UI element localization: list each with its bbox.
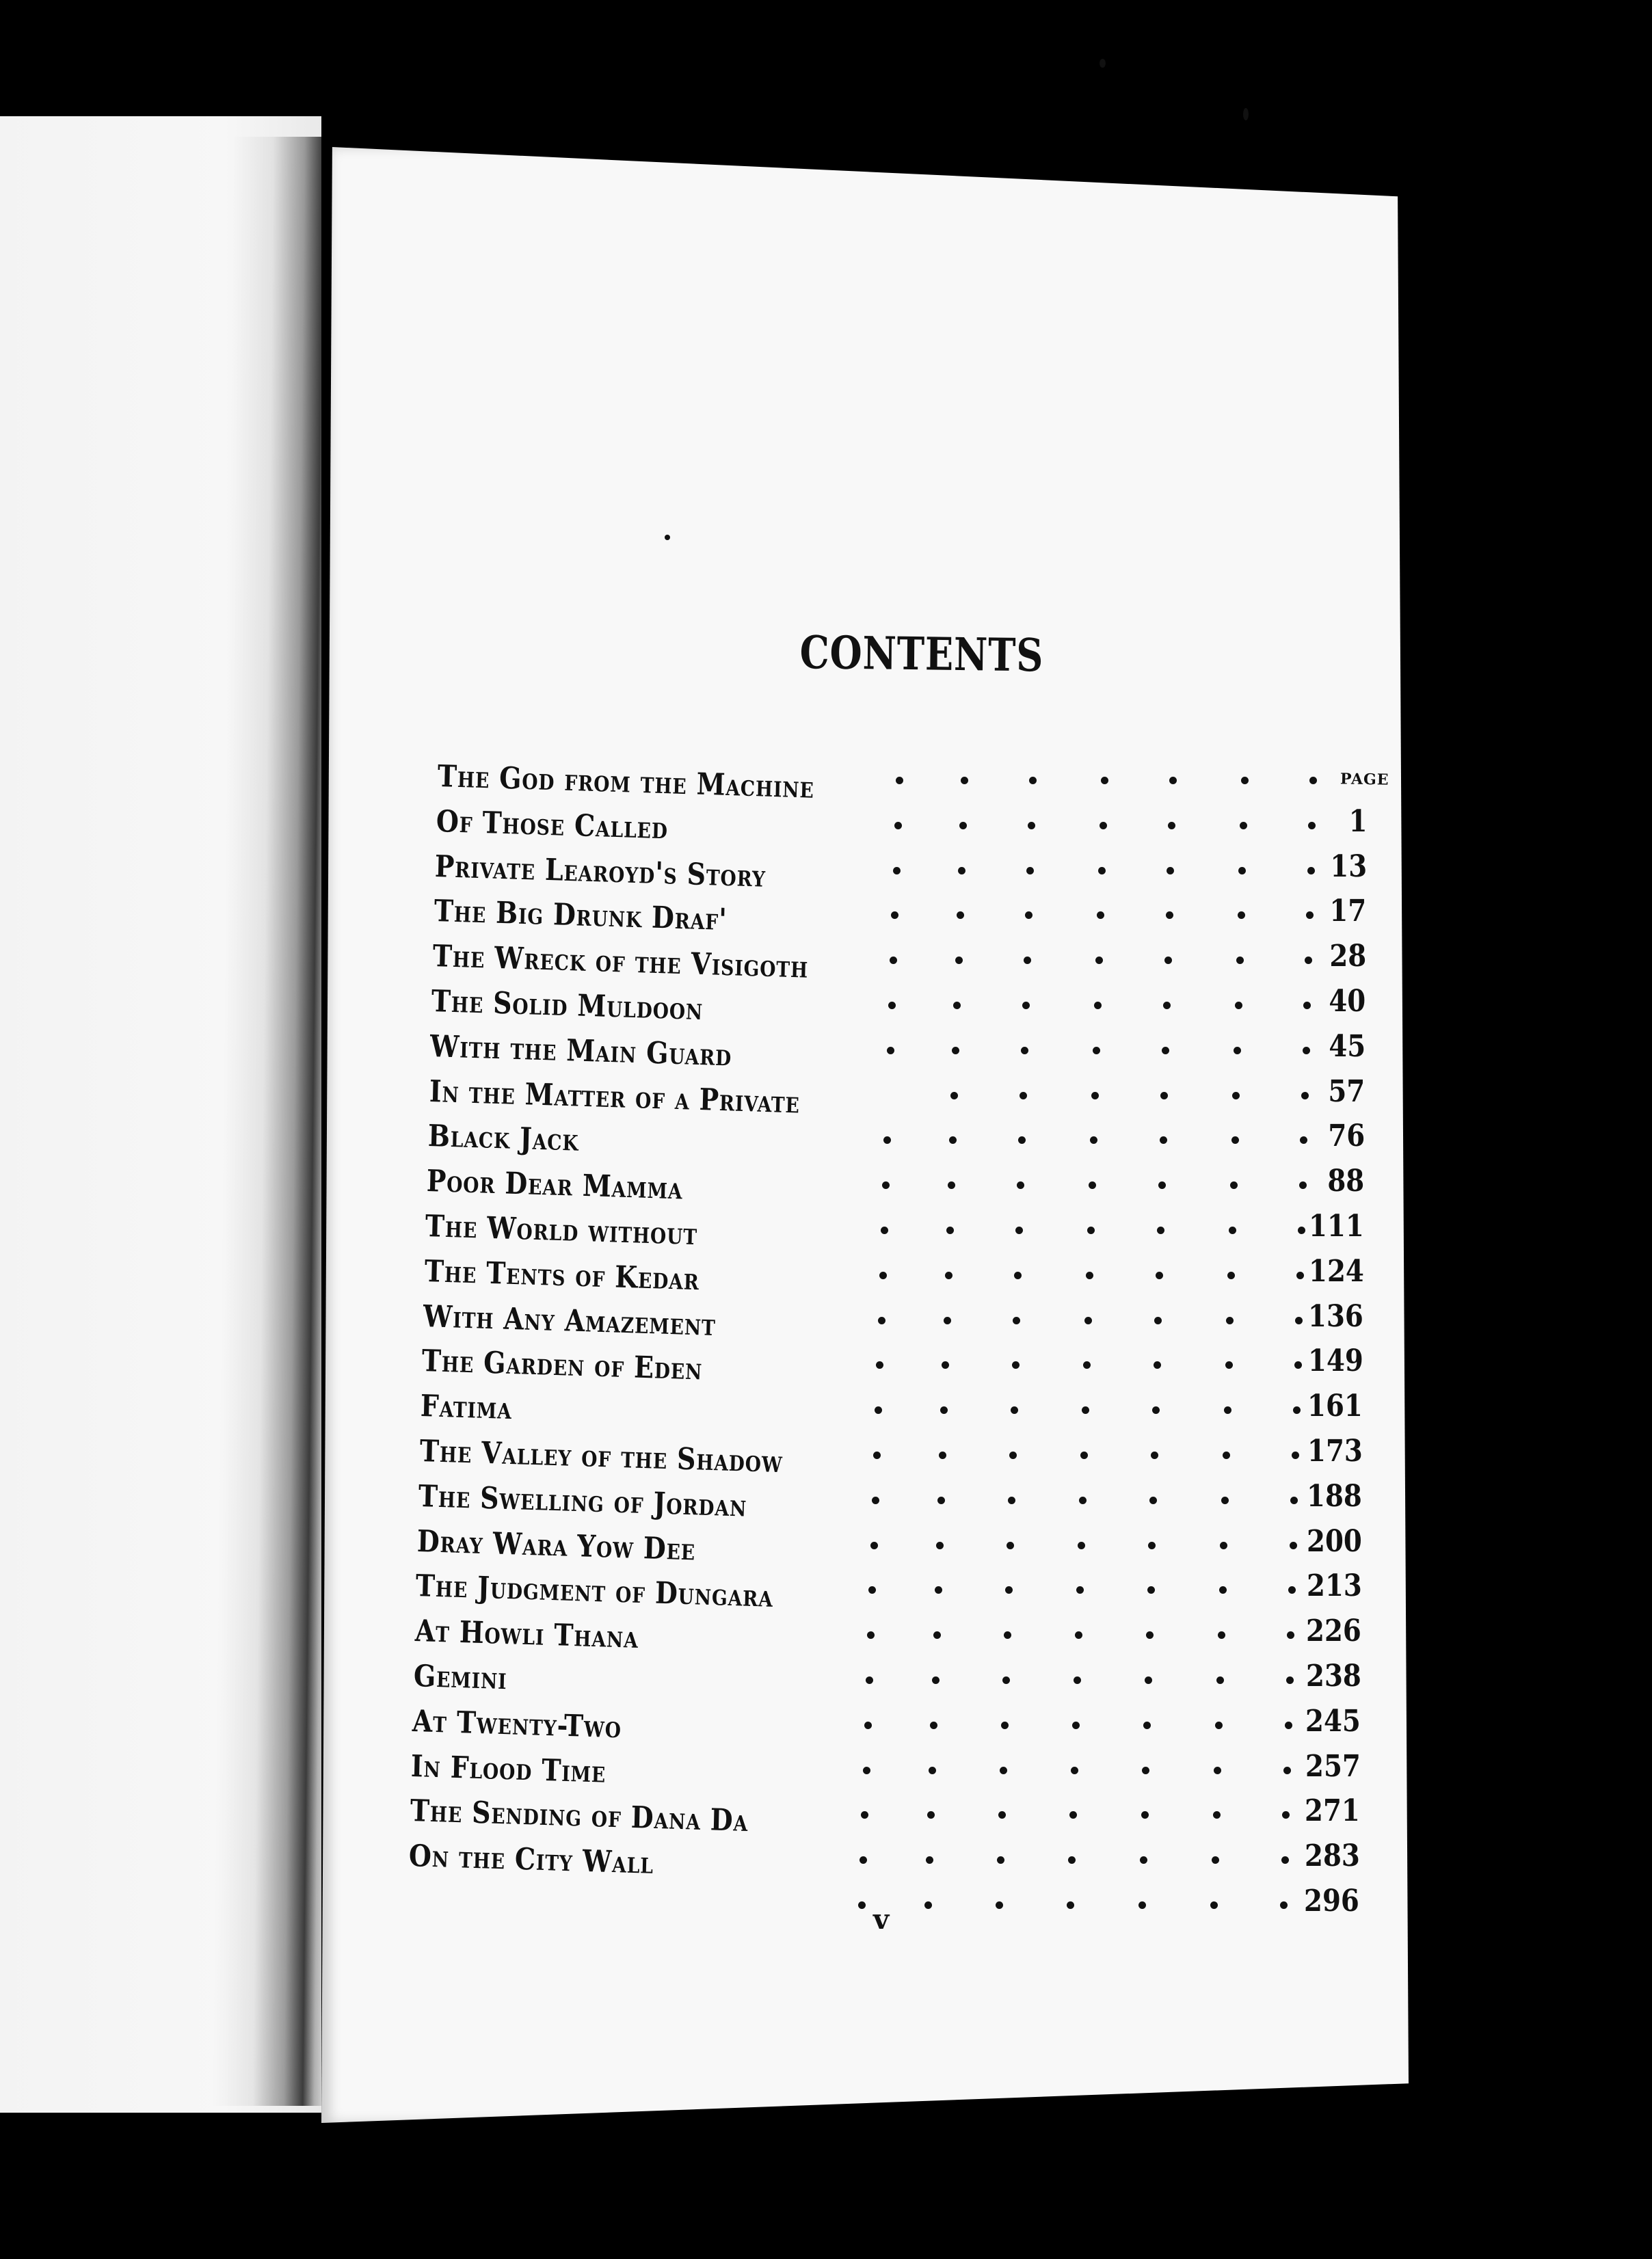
- leader-dot: [1148, 1542, 1156, 1549]
- leader-dot: [1224, 1406, 1231, 1414]
- leader-dot: [864, 1722, 872, 1729]
- leader-dot: [942, 1361, 949, 1369]
- leader-dot: [1084, 1317, 1092, 1324]
- leader-dot: [1214, 1767, 1221, 1774]
- leader-dot: [878, 1317, 885, 1324]
- leader-dot: [940, 1406, 948, 1414]
- leader-dot: [896, 777, 903, 784]
- leader-dot: [933, 1631, 941, 1639]
- leader-dot: [1029, 777, 1037, 784]
- leader-dot: [997, 1856, 1004, 1864]
- leader-dot: [1154, 1317, 1162, 1324]
- leader-dot: [887, 1047, 894, 1054]
- toc-entry: [0, 1704, 1652, 1746]
- toc-entry-page: 45: [1329, 1028, 1366, 1064]
- toc-entry-title: Fatima: [420, 1389, 513, 1427]
- leader-dot: [1292, 1452, 1299, 1459]
- leader-dot: [1295, 1317, 1303, 1324]
- leader-dot: [1009, 1452, 1017, 1459]
- leader-dot: [866, 1676, 873, 1684]
- leader-dot: [944, 1317, 951, 1324]
- toc-entry: [0, 1614, 1652, 1656]
- toc-entry-title: Dray Wara Yow Dee: [416, 1523, 696, 1567]
- leader-dot: [1100, 822, 1107, 829]
- leader-dot: [1300, 1136, 1307, 1144]
- toc-entry-title: At Howli Thana: [414, 1614, 639, 1656]
- toc-entry-title: Gemini: [413, 1659, 507, 1697]
- leader-dot: [1164, 957, 1172, 964]
- leader-dot: [1301, 1092, 1309, 1099]
- leader-dot: [1306, 911, 1314, 919]
- leader-dot: [1236, 957, 1244, 964]
- toc-entry: [0, 1299, 1652, 1341]
- leader-dot: [1026, 867, 1034, 874]
- leader-dot: [1089, 1181, 1096, 1189]
- toc-entry-title: The World without: [425, 1209, 698, 1253]
- leader-dot: [1168, 822, 1175, 829]
- toc-entry-title: The Tents of Kedar: [424, 1253, 700, 1298]
- leader-dot: [1008, 1497, 1015, 1504]
- toc-entry: [0, 1568, 1652, 1615]
- leader-dot: [1169, 777, 1177, 784]
- toc-entry-title: The Wreck of the Visigoth: [432, 939, 809, 985]
- toc-entry: [0, 1749, 1652, 1791]
- leader-dot: [870, 1542, 878, 1549]
- leader-dot: [1024, 957, 1031, 964]
- leader-dot: [1225, 1361, 1233, 1369]
- toc-entry-title: With Any Amazement: [423, 1298, 717, 1343]
- leader-dot: [894, 822, 902, 829]
- leader-dot: [936, 1542, 944, 1549]
- toc-entry-page: 173: [1307, 1434, 1363, 1469]
- leader-dot: [996, 1901, 1003, 1909]
- toc-entry-page: 213: [1306, 1568, 1362, 1604]
- toc-entry-page: 88: [1327, 1164, 1365, 1199]
- leader-dot: [888, 1002, 896, 1009]
- toc-entry-page: 296: [1304, 1884, 1359, 1919]
- leader-dot: [1004, 1631, 1011, 1639]
- leader-dot: [998, 1811, 1006, 1819]
- leader-dot: [1158, 1181, 1166, 1189]
- leader-dot: [950, 1092, 958, 1099]
- leader-dot: [1094, 1002, 1102, 1009]
- leader-dot: [1167, 867, 1174, 874]
- leader-dot: [1069, 1811, 1077, 1819]
- leader-dot: [959, 822, 967, 829]
- leader-dot: [1005, 1586, 1013, 1594]
- contents-heading: CONTENTS: [799, 626, 1044, 682]
- toc-entry: [0, 984, 1652, 1026]
- leader-dot: [1210, 1901, 1218, 1909]
- leader-dot: [873, 1452, 881, 1459]
- leader-dot: [1143, 1722, 1151, 1729]
- toc-entry-title: At Twenty-Two: [412, 1703, 622, 1746]
- leader-dot: [929, 1767, 936, 1774]
- leader-dot: [1072, 1722, 1080, 1729]
- leader-dot: [1285, 1722, 1292, 1729]
- leader-dot: [1219, 1586, 1227, 1594]
- leader-dot: [1218, 1631, 1225, 1639]
- toc-entry: [0, 1164, 1652, 1206]
- toc-entry: [0, 759, 1652, 805]
- leader-dot: [1235, 1002, 1242, 1009]
- leader-dot: [1286, 1676, 1294, 1684]
- leader-dot: [958, 867, 965, 874]
- toc-entry-title: The Big Drunk Draf': [434, 894, 728, 938]
- toc-entry-page: 271: [1305, 1793, 1360, 1829]
- leader-dot: [1220, 1542, 1227, 1549]
- leader-dot: [882, 1181, 890, 1189]
- leader-dot: [935, 1586, 942, 1594]
- leader-dot: [1299, 1181, 1307, 1189]
- leader-dot: [1298, 1227, 1305, 1234]
- toc-entry: [0, 1524, 1652, 1566]
- leader-dot: [1097, 911, 1104, 919]
- leader-dot: [1095, 957, 1103, 964]
- toc-entry-page: 28: [1329, 939, 1367, 974]
- leader-dot: [1147, 1586, 1155, 1594]
- leader-dot: [1011, 1406, 1018, 1414]
- dust-speck: [1243, 108, 1249, 120]
- toc-entry-page: 40: [1329, 984, 1366, 1019]
- toc-entry-page: 124: [1308, 1253, 1364, 1289]
- toc-entry: [0, 1254, 1652, 1296]
- toc-entry: [0, 1389, 1652, 1431]
- leader-dot: [927, 1811, 935, 1819]
- leader-dot: [1166, 911, 1173, 919]
- toc-entry-page: 136: [1308, 1298, 1364, 1334]
- leader-dot: [1280, 1901, 1288, 1909]
- leader-dot: [1017, 1181, 1024, 1189]
- toc-entry-page: 245: [1305, 1703, 1361, 1739]
- page-folio: v: [873, 1903, 890, 1936]
- toc-entry-page: 76: [1328, 1119, 1365, 1154]
- leader-dot: [1241, 777, 1249, 784]
- toc-entry-page: 188: [1307, 1478, 1363, 1514]
- leader-dot: [945, 1272, 952, 1279]
- leader-dot: [1226, 1317, 1234, 1324]
- leader-dot: [1238, 867, 1246, 874]
- toc-entry-title: Of Those Called: [436, 803, 669, 846]
- leader-dot: [1303, 1047, 1310, 1054]
- leader-dot: [1074, 1676, 1081, 1684]
- leader-dot: [1138, 1901, 1146, 1909]
- leader-dot: [1022, 1002, 1030, 1009]
- leader-dot: [1163, 1002, 1171, 1009]
- leader-dot: [1149, 1497, 1157, 1504]
- leader-dot: [1162, 1047, 1169, 1054]
- toc-entry: [0, 1793, 1652, 1839]
- leader-dot: [1145, 1676, 1152, 1684]
- leader-dot: [1083, 1361, 1091, 1369]
- leader-dot: [1001, 1722, 1009, 1729]
- leader-dot: [1230, 1181, 1238, 1189]
- leader-dot: [1281, 1856, 1289, 1864]
- leader-dot: [1282, 1811, 1290, 1819]
- leader-dot: [1067, 1901, 1074, 1909]
- leader-dot: [1068, 1856, 1076, 1864]
- leader-dot: [1014, 1272, 1022, 1279]
- toc-entry: [0, 849, 1652, 892]
- toc-entry-page: 111: [1309, 1209, 1365, 1244]
- leader-dot: [867, 1631, 875, 1639]
- toc-entry-title: The Garden of Eden: [421, 1344, 703, 1387]
- leader-dot: [863, 1767, 870, 1774]
- toc-entry-page: 17: [1329, 894, 1367, 929]
- leader-dot: [1307, 867, 1315, 874]
- toc-entry-title: The Sending of Dana Da: [409, 1793, 749, 1839]
- leader-dot: [1020, 1092, 1027, 1099]
- leader-dot: [1308, 822, 1316, 829]
- leader-dot: [1156, 1272, 1163, 1279]
- toc-entry: [0, 939, 1652, 985]
- leader-dot: [1238, 911, 1245, 919]
- leader-dot: [1287, 1631, 1294, 1639]
- leader-dot: [1007, 1542, 1014, 1549]
- leader-dot: [1157, 1227, 1164, 1234]
- leader-dot: [1229, 1227, 1236, 1234]
- leader-dot: [1216, 1676, 1224, 1684]
- leader-dot: [1080, 1452, 1088, 1459]
- leader-dot: [860, 1856, 867, 1864]
- toc-entry: [0, 804, 1652, 846]
- toc-entry-title: The Swelling of Jordan: [418, 1478, 747, 1524]
- leader-dot: [1296, 1272, 1304, 1279]
- leader-dot: [1075, 1631, 1082, 1639]
- toc-entry-title: The Judgment of Dungara: [415, 1568, 774, 1615]
- leader-dot: [883, 1136, 891, 1144]
- leader-dot: [1221, 1497, 1229, 1504]
- leader-dot: [1213, 1811, 1221, 1819]
- toc-entry-page: 283: [1304, 1839, 1360, 1874]
- leader-dot: [1146, 1631, 1154, 1639]
- leader-dot: [1305, 957, 1312, 964]
- leader-dot: [890, 957, 897, 964]
- leader-dot: [953, 1002, 961, 1009]
- leader-dot: [1160, 1136, 1167, 1144]
- dust-speck: [1100, 59, 1106, 68]
- toc-entry-page: 200: [1307, 1523, 1362, 1559]
- leader-dot: [876, 1361, 883, 1369]
- toc-entry-page: 161: [1307, 1389, 1363, 1424]
- leader-dot: [1079, 1497, 1087, 1504]
- leader-dot: [930, 1722, 937, 1729]
- toc-entry-title: The God from the Machine: [437, 759, 815, 805]
- leader-dot: [1090, 1136, 1097, 1144]
- leader-dot: [926, 1856, 933, 1864]
- leader-dot: [952, 1047, 959, 1054]
- leader-dot: [1093, 1047, 1100, 1054]
- toc-entry: [0, 1659, 1652, 1701]
- toc-entry: [0, 1073, 1652, 1121]
- toc-entry-title: With the Main Guard: [429, 1028, 733, 1073]
- leader-dot: [1002, 1676, 1010, 1684]
- leader-dot: [1021, 1047, 1028, 1054]
- leader-dot: [1215, 1722, 1223, 1729]
- leader-dot: [875, 1406, 882, 1414]
- leader-dot: [948, 1181, 955, 1189]
- leader-dot: [1000, 1767, 1007, 1774]
- toc-entry-title: In the Matter of a Private: [429, 1073, 800, 1121]
- toc-entry-page: 149: [1307, 1344, 1363, 1379]
- leader-dot: [1223, 1452, 1230, 1459]
- leader-dot: [1141, 1811, 1149, 1819]
- toc-entry-title: Black Jack: [427, 1119, 579, 1159]
- leader-dot: [1025, 911, 1032, 919]
- leader-dot: [1294, 1361, 1302, 1369]
- toc-entry: [0, 1839, 1652, 1881]
- leader-dot: [868, 1586, 876, 1594]
- leader-dot: [1160, 1092, 1168, 1099]
- toc-entry-title: The Valley of the Shadow: [419, 1434, 783, 1480]
- toc-entry: [0, 1209, 1652, 1251]
- page-column-label: PAGE: [1340, 770, 1389, 789]
- toc-entry-page: 238: [1305, 1659, 1361, 1694]
- leader-dot: [1240, 822, 1247, 829]
- leader-dot: [1078, 1542, 1085, 1549]
- leader-dot: [1018, 1136, 1026, 1144]
- leader-dot: [1152, 1406, 1160, 1414]
- leader-dot: [1071, 1767, 1078, 1774]
- leader-dot: [1151, 1452, 1158, 1459]
- leader-dot: [1154, 1361, 1161, 1369]
- leader-dot: [1082, 1406, 1089, 1414]
- leader-dot: [961, 777, 968, 784]
- toc-entry-page: 57: [1328, 1073, 1365, 1109]
- leader-dot: [957, 911, 964, 919]
- toc-entry: [0, 1434, 1652, 1480]
- leader-dot: [949, 1136, 957, 1144]
- leader-dot: [1013, 1317, 1020, 1324]
- leader-dot: [1028, 822, 1035, 829]
- toc-entry-page: 226: [1306, 1614, 1361, 1649]
- leader-dot: [861, 1811, 868, 1819]
- leader-dot: [939, 1452, 946, 1459]
- toc-entry: [0, 1478, 1652, 1524]
- toc-entry-title: On the City Wall: [408, 1839, 654, 1882]
- leader-dot: [1091, 1092, 1099, 1099]
- leader-dot: [1290, 1542, 1297, 1549]
- toc-entry-page: 1: [1348, 803, 1368, 839]
- dust-speck: [665, 535, 670, 540]
- leader-dot: [932, 1676, 940, 1684]
- leader-dot: [1309, 777, 1317, 784]
- leader-dot: [1076, 1586, 1084, 1594]
- leader-dot: [1227, 1272, 1235, 1279]
- toc-entry-title: In Flood Time: [410, 1748, 607, 1790]
- leader-dot: [1086, 1272, 1093, 1279]
- leader-dot: [1142, 1767, 1149, 1774]
- leader-dot: [893, 867, 901, 874]
- leader-dot: [1012, 1361, 1020, 1369]
- leader-dot: [1283, 1767, 1291, 1774]
- leader-dot: [924, 1901, 932, 1909]
- leader-dot: [1234, 1047, 1241, 1054]
- toc-entry: [0, 1884, 1652, 1926]
- leader-dot: [872, 1497, 879, 1504]
- leader-dot: [1101, 777, 1108, 784]
- toc-entry-title: The Solid Muldoon: [431, 984, 704, 1028]
- toc-entry: [0, 894, 1652, 936]
- toc-entry-page: 13: [1330, 848, 1368, 884]
- leader-dot: [879, 1272, 887, 1279]
- leader-dot: [1293, 1406, 1301, 1414]
- leader-dot: [1288, 1586, 1296, 1594]
- toc-entry: [0, 1119, 1652, 1161]
- leader-dot: [1290, 1497, 1298, 1504]
- leader-dot: [937, 1497, 945, 1504]
- leader-dot: [858, 1901, 866, 1909]
- toc-entry-title: Poor Dear Mamma: [426, 1164, 684, 1207]
- leader-dot: [1098, 867, 1106, 874]
- leader-dot: [1232, 1092, 1240, 1099]
- leader-dot: [1212, 1856, 1219, 1864]
- leader-dot: [1140, 1856, 1147, 1864]
- leader-dot: [1015, 1227, 1023, 1234]
- leader-dot: [1303, 1002, 1311, 1009]
- leader-dot: [1087, 1227, 1095, 1234]
- leader-dot: [881, 1227, 888, 1234]
- toc-entry: [0, 1344, 1652, 1386]
- toc-entry: [0, 1029, 1652, 1071]
- leader-dot: [1231, 1136, 1239, 1144]
- toc-entry-title: Private Learoyd's Story: [434, 848, 767, 894]
- leader-dot: [891, 911, 898, 919]
- leader-dot: [946, 1227, 954, 1234]
- leader-dot: [955, 957, 963, 964]
- toc-entry-page: 257: [1305, 1748, 1361, 1784]
